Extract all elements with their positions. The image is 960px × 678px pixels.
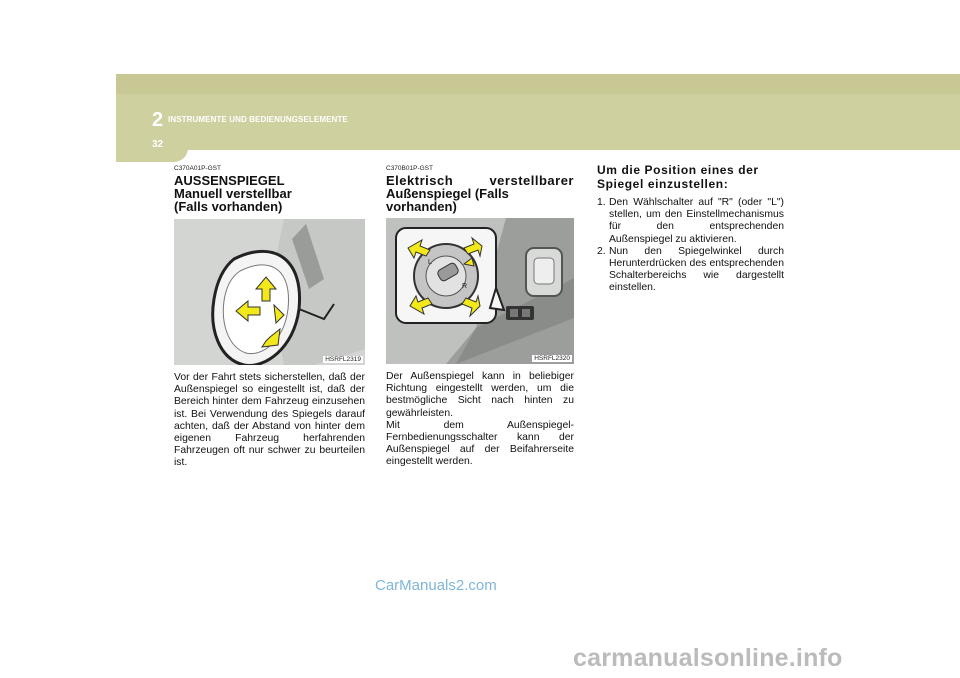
left-column (174, 165, 365, 470)
page-number: 32 (152, 139, 164, 150)
heading-line: Außenspiegel (Falls vorhanden) (386, 186, 509, 214)
body-paragraph: Der Außenspiegel kann in beliebiger Richtung eingestellt werden, um die bestmögliche Sicht nach hinten zu gewährleisten. (386, 371, 574, 419)
manual-mirror-figure (174, 219, 365, 365)
chapter-title: INSTRUMENTE UND BEDIENUNGSELEMENTE (168, 115, 348, 124)
header-accent (116, 74, 960, 94)
list-item (597, 197, 784, 246)
figure-label: HSRFL2320 (534, 355, 570, 362)
section-code: C370A01P-GST (174, 165, 221, 172)
figure-label: HSRFL2319 (325, 356, 361, 363)
section-heading (597, 163, 784, 191)
step-number: 2. (597, 245, 606, 257)
section-code: C370B01P-GST (386, 165, 433, 172)
list-item (597, 246, 784, 295)
section-heading (174, 174, 365, 213)
heading-line: Spiegel einzustellen: (597, 177, 729, 191)
steps-list (597, 197, 784, 295)
heading-line: Um die Position eines der (597, 163, 759, 177)
electric-mirror-illustration (386, 218, 574, 364)
switch-label-r: R (462, 283, 468, 290)
middle-column (386, 165, 574, 469)
step-text: Den Wählschalter auf "R" (oder "L") stellen, um den Einstellmechanismus für den entsprechenden Außenspiegel zu aktivieren. (609, 197, 784, 245)
heading-line: Manuell verstellbar (174, 186, 292, 201)
switch-label-l: L (428, 259, 432, 266)
step-number: 1. (597, 197, 606, 208)
watermark-link[interactable]: CarManuals2.com (375, 577, 497, 594)
section-body: Vor der Fahrt stets sicherstellen, daß der Außenspiegel so eingestellt ist, daß der Bereich hinter dem Fahrzeug einzusehen ist. Bei Verwendung des Spiegels darauf achten, daß der Abstand von hinter dem eigenen Fahrzeug herfahrenden Fahrzeugen oft nur schwer zu beurteilen ist. (174, 372, 365, 469)
body-paragraph: Mit dem Außenspiegel-Fernbedienungsschalter kann der Außenspiegel auf der Beifahrerseite eingestellt werden. (386, 419, 574, 468)
heading-line: Elektrisch verstellbarer (386, 173, 574, 188)
heading-line: (Falls vorhanden) (174, 199, 283, 214)
manual-mirror-illustration (174, 219, 365, 365)
chapter-number: 2 (152, 109, 164, 131)
right-column (597, 163, 784, 295)
heading-line: AUSSENSPIEGEL (174, 173, 285, 188)
section-heading (386, 174, 574, 213)
watermark-footer[interactable]: carmanualsonline.info (573, 644, 843, 672)
electric-mirror-figure (386, 218, 574, 364)
section-body (386, 371, 574, 469)
step-text: Nun den Spiegelwinkel durch Herunterdrücken des entsprechenden Schalterbereichs wie dargestellt einstellen. (609, 245, 784, 294)
